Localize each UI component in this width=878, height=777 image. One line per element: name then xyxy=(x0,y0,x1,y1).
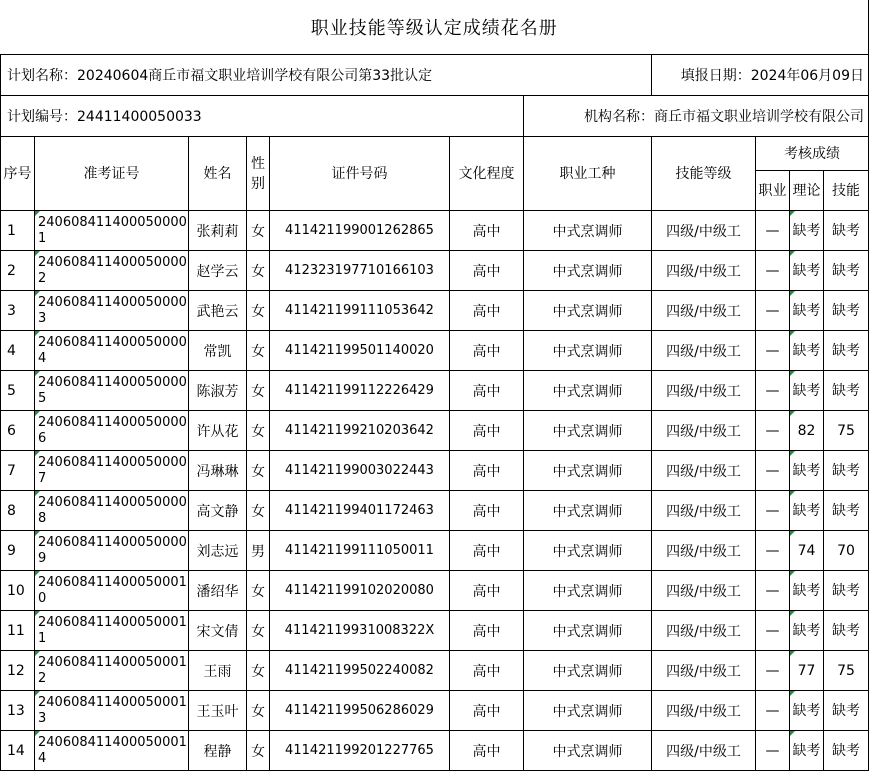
cell-theory[interactable]: 缺考 xyxy=(790,491,824,531)
table-row xyxy=(1,491,869,531)
cell-career[interactable]: — xyxy=(756,411,790,451)
cell-education[interactable]: 高中 xyxy=(450,371,524,411)
cell-name[interactable]: 张莉莉 xyxy=(189,211,247,251)
cell-job[interactable]: 中式烹调师 xyxy=(524,651,652,691)
cell-job[interactable]: 中式烹调师 xyxy=(524,491,652,531)
cell-id[interactable]: 411421199201227765 xyxy=(270,731,450,771)
cell-gender[interactable]: 女 xyxy=(247,251,270,291)
cell-ticket[interactable]: 2406084114000500014 xyxy=(35,731,189,771)
cell-level[interactable]: 四级/中级工 xyxy=(652,331,756,371)
table-row xyxy=(1,531,869,571)
cell-theory[interactable]: 缺考 xyxy=(790,451,824,491)
cell-education[interactable]: 高中 xyxy=(450,731,524,771)
cell-seq[interactable]: 6 xyxy=(1,411,35,451)
cell-skill[interactable]: 缺考 xyxy=(824,491,869,531)
cell-id[interactable]: 411421199102020080 xyxy=(270,571,450,611)
header-scores: 考核成绩 xyxy=(756,137,869,171)
cell-level[interactable]: 四级/中级工 xyxy=(652,371,756,411)
cell-skill[interactable]: 缺考 xyxy=(824,731,869,771)
table-row xyxy=(1,731,869,771)
cell-seq[interactable]: 5 xyxy=(1,371,35,411)
cell-career[interactable]: — xyxy=(756,611,790,651)
table-row xyxy=(1,411,869,451)
cell-gender[interactable]: 女 xyxy=(247,291,270,331)
page-title: 职业技能等级认定成绩花名册 xyxy=(1,0,869,55)
cell-name[interactable]: 赵学云 xyxy=(189,251,247,291)
table-row xyxy=(1,451,869,491)
header-name: 姓名 xyxy=(189,137,247,211)
cell-skill[interactable]: 缺考 xyxy=(824,691,869,731)
cell-theory[interactable]: 缺考 xyxy=(790,371,824,411)
cell-ticket[interactable]: 2406084114000500002 xyxy=(35,251,189,291)
cell-job[interactable]: 中式烹调师 xyxy=(524,211,652,251)
cell-name[interactable]: 常凯 xyxy=(189,331,247,371)
cell-id[interactable]: 411421199111050011 xyxy=(270,531,450,571)
cell-seq[interactable]: 7 xyxy=(1,451,35,491)
cell-skill[interactable]: 缺考 xyxy=(824,451,869,491)
cell-education[interactable]: 高中 xyxy=(450,651,524,691)
cell-job[interactable]: 中式烹调师 xyxy=(524,451,652,491)
cell-gender[interactable]: 女 xyxy=(247,571,270,611)
cell-ticket[interactable]: 2406084114000500005 xyxy=(35,371,189,411)
cell-job[interactable]: 中式烹调师 xyxy=(524,731,652,771)
cell-seq[interactable]: 8 xyxy=(1,491,35,531)
cell-job[interactable]: 中式烹调师 xyxy=(524,331,652,371)
cell-education[interactable]: 高中 xyxy=(450,571,524,611)
cell-skill[interactable]: 缺考 xyxy=(824,211,869,251)
table-row xyxy=(1,611,869,651)
cell-seq[interactable]: 11 xyxy=(1,611,35,651)
cell-career[interactable]: — xyxy=(756,211,790,251)
cell-id[interactable]: 41142119931008322X xyxy=(270,611,450,651)
cell-theory[interactable]: 缺考 xyxy=(790,211,824,251)
table-row xyxy=(1,691,869,731)
fill-date: 填报日期：2024年06月09日 xyxy=(652,55,869,96)
plan-name: 计划名称：20240604商丘市福文职业培训学校有限公司第33批认定 xyxy=(1,55,652,96)
cell-job[interactable]: 中式烹调师 xyxy=(524,531,652,571)
cell-seq[interactable]: 12 xyxy=(1,651,35,691)
cell-level[interactable]: 四级/中级工 xyxy=(652,211,756,251)
cell-seq[interactable]: 3 xyxy=(1,291,35,331)
cell-gender[interactable]: 女 xyxy=(247,731,270,771)
cell-gender[interactable]: 女 xyxy=(247,451,270,491)
cell-education[interactable]: 高中 xyxy=(450,331,524,371)
cell-ticket[interactable]: 2406084114000500007 xyxy=(35,451,189,491)
cell-seq[interactable]: 2 xyxy=(1,251,35,291)
cell-id[interactable]: 411421199502240082 xyxy=(270,651,450,691)
cell-education[interactable]: 高中 xyxy=(450,411,524,451)
cell-ticket[interactable]: 2406084114000500011 xyxy=(35,611,189,651)
organization-name: 机构名称：商丘市福文职业培训学校有限公司 xyxy=(524,96,869,137)
cell-level[interactable]: 四级/中级工 xyxy=(652,531,756,571)
cell-career[interactable]: — xyxy=(756,651,790,691)
cell-name[interactable]: 武艳云 xyxy=(189,291,247,331)
cell-education[interactable]: 高中 xyxy=(450,251,524,291)
cell-skill[interactable]: 缺考 xyxy=(824,371,869,411)
table-row xyxy=(1,371,869,411)
cell-ticket[interactable]: 2406084114000500001 xyxy=(35,211,189,251)
cell-career[interactable]: — xyxy=(756,251,790,291)
cell-education[interactable]: 高中 xyxy=(450,531,524,571)
cell-ticket[interactable]: 2406084114000500003 xyxy=(35,291,189,331)
cell-level[interactable]: 四级/中级工 xyxy=(652,651,756,691)
cell-seq[interactable]: 14 xyxy=(1,731,35,771)
cell-level[interactable]: 四级/中级工 xyxy=(652,731,756,771)
cell-name[interactable]: 冯琳琳 xyxy=(189,451,247,491)
cell-skill[interactable]: 缺考 xyxy=(824,611,869,651)
cell-gender[interactable]: 女 xyxy=(247,211,270,251)
cell-career[interactable]: — xyxy=(756,371,790,411)
cell-skill[interactable]: 缺考 xyxy=(824,291,869,331)
cell-ticket[interactable]: 2406084114000500010 xyxy=(35,571,189,611)
cell-gender[interactable]: 女 xyxy=(247,491,270,531)
cell-skill[interactable]: 缺考 xyxy=(824,331,869,371)
cell-career[interactable]: — xyxy=(756,731,790,771)
cell-career[interactable]: — xyxy=(756,331,790,371)
cell-skill[interactable]: 缺考 xyxy=(824,251,869,291)
cell-level[interactable]: 四级/中级工 xyxy=(652,491,756,531)
cell-job[interactable]: 中式烹调师 xyxy=(524,251,652,291)
cell-theory[interactable]: 缺考 xyxy=(790,331,824,371)
cell-gender[interactable]: 男 xyxy=(247,531,270,571)
cell-career[interactable]: — xyxy=(756,491,790,531)
cell-education[interactable]: 高中 xyxy=(450,491,524,531)
cell-career[interactable]: — xyxy=(756,531,790,571)
cell-theory[interactable]: 缺考 xyxy=(790,691,824,731)
cell-name[interactable]: 王雨 xyxy=(189,651,247,691)
cell-id[interactable]: 411421199401172463 xyxy=(270,491,450,531)
cell-seq[interactable]: 4 xyxy=(1,331,35,371)
cell-id[interactable]: 411421199506286029 xyxy=(270,691,450,731)
table-row xyxy=(1,331,869,371)
cell-level[interactable]: 四级/中级工 xyxy=(652,411,756,451)
table-row xyxy=(1,211,869,251)
cell-job[interactable]: 中式烹调师 xyxy=(524,571,652,611)
header-level: 技能等级 xyxy=(652,137,756,211)
cell-theory[interactable]: 缺考 xyxy=(790,731,824,771)
cell-level[interactable]: 四级/中级工 xyxy=(652,251,756,291)
header-id: 证件号码 xyxy=(270,137,450,211)
header-gender: 性别 xyxy=(247,137,270,211)
header-skill: 技能 xyxy=(824,171,869,211)
cell-level[interactable]: 四级/中级工 xyxy=(652,291,756,331)
table-row xyxy=(1,571,869,611)
cell-job[interactable]: 中式烹调师 xyxy=(524,291,652,331)
table-row xyxy=(1,291,869,331)
cell-job[interactable]: 中式烹调师 xyxy=(524,411,652,451)
cell-job[interactable]: 中式烹调师 xyxy=(524,691,652,731)
cell-id[interactable]: 411421199001262865 xyxy=(270,211,450,251)
cell-skill[interactable]: 70 xyxy=(824,531,869,571)
cell-theory[interactable]: 缺考 xyxy=(790,291,824,331)
cell-career[interactable]: — xyxy=(756,691,790,731)
cell-id[interactable]: 411421199111053642 xyxy=(270,291,450,331)
cell-name[interactable]: 宋文倩 xyxy=(189,611,247,651)
cell-ticket[interactable]: 2406084114000500009 xyxy=(35,531,189,571)
cell-ticket[interactable]: 2406084114000500012 xyxy=(35,651,189,691)
table-row xyxy=(1,651,869,691)
cell-theory[interactable]: 82 xyxy=(790,411,824,451)
cell-gender[interactable]: 女 xyxy=(247,651,270,691)
header-education: 文化程度 xyxy=(450,137,524,211)
cell-seq[interactable]: 10 xyxy=(1,571,35,611)
cell-gender[interactable]: 女 xyxy=(247,331,270,371)
cell-name[interactable]: 程静 xyxy=(189,731,247,771)
cell-name[interactable]: 潘绍华 xyxy=(189,571,247,611)
cell-theory[interactable]: 缺考 xyxy=(790,571,824,611)
cell-gender[interactable]: 女 xyxy=(247,611,270,651)
cell-id[interactable]: 411421199501140020 xyxy=(270,331,450,371)
cell-education[interactable]: 高中 xyxy=(450,451,524,491)
cell-job[interactable]: 中式烹调师 xyxy=(524,371,652,411)
cell-ticket[interactable]: 2406084114000500008 xyxy=(35,491,189,531)
cell-name[interactable]: 高文静 xyxy=(189,491,247,531)
cell-skill[interactable]: 75 xyxy=(824,651,869,691)
cell-skill[interactable]: 缺考 xyxy=(824,571,869,611)
cell-theory[interactable]: 77 xyxy=(790,651,824,691)
cell-gender[interactable]: 女 xyxy=(247,411,270,451)
plan-number: 计划编号：24411400050033 xyxy=(1,96,524,137)
cell-career[interactable]: — xyxy=(756,451,790,491)
cell-job[interactable]: 中式烹调师 xyxy=(524,611,652,651)
cell-name[interactable]: 许从花 xyxy=(189,411,247,451)
cell-id[interactable]: 411421199210203642 xyxy=(270,411,450,451)
cell-education[interactable]: 高中 xyxy=(450,611,524,651)
cell-career[interactable]: — xyxy=(756,571,790,611)
cell-education[interactable]: 高中 xyxy=(450,291,524,331)
cell-ticket[interactable]: 2406084114000500013 xyxy=(35,691,189,731)
cell-seq[interactable]: 1 xyxy=(1,211,35,251)
header-career: 职业 xyxy=(756,171,790,211)
cell-id[interactable]: 411421199112226429 xyxy=(270,371,450,411)
cell-theory[interactable]: 74 xyxy=(790,531,824,571)
cell-level[interactable]: 四级/中级工 xyxy=(652,691,756,731)
header-ticket: 准考证号 xyxy=(35,137,189,211)
cell-level[interactable]: 四级/中级工 xyxy=(652,611,756,651)
cell-level[interactable]: 四级/中级工 xyxy=(652,571,756,611)
cell-ticket[interactable]: 2406084114000500006 xyxy=(35,411,189,451)
cell-level[interactable]: 四级/中级工 xyxy=(652,451,756,491)
cell-education[interactable]: 高中 xyxy=(450,211,524,251)
cell-gender[interactable]: 女 xyxy=(247,371,270,411)
cell-theory[interactable]: 缺考 xyxy=(790,251,824,291)
cell-skill[interactable]: 75 xyxy=(824,411,869,451)
cell-gender[interactable]: 女 xyxy=(247,691,270,731)
cell-theory[interactable]: 缺考 xyxy=(790,611,824,651)
table-row xyxy=(1,251,869,291)
cell-name[interactable]: 刘志远 xyxy=(189,531,247,571)
cell-id[interactable]: 411421199003022443 xyxy=(270,451,450,491)
cell-name[interactable]: 王玉叶 xyxy=(189,691,247,731)
cell-id[interactable]: 412323197710166103 xyxy=(270,251,450,291)
cell-ticket[interactable]: 2406084114000500004 xyxy=(35,331,189,371)
cell-education[interactable]: 高中 xyxy=(450,691,524,731)
cell-seq[interactable]: 13 xyxy=(1,691,35,731)
header-theory: 理论 xyxy=(790,171,824,211)
cell-career[interactable]: — xyxy=(756,291,790,331)
header-seq: 序号 xyxy=(1,137,35,211)
header-job: 职业工种 xyxy=(524,137,652,211)
cell-name[interactable]: 陈淑芳 xyxy=(189,371,247,411)
cell-seq[interactable]: 9 xyxy=(1,531,35,571)
